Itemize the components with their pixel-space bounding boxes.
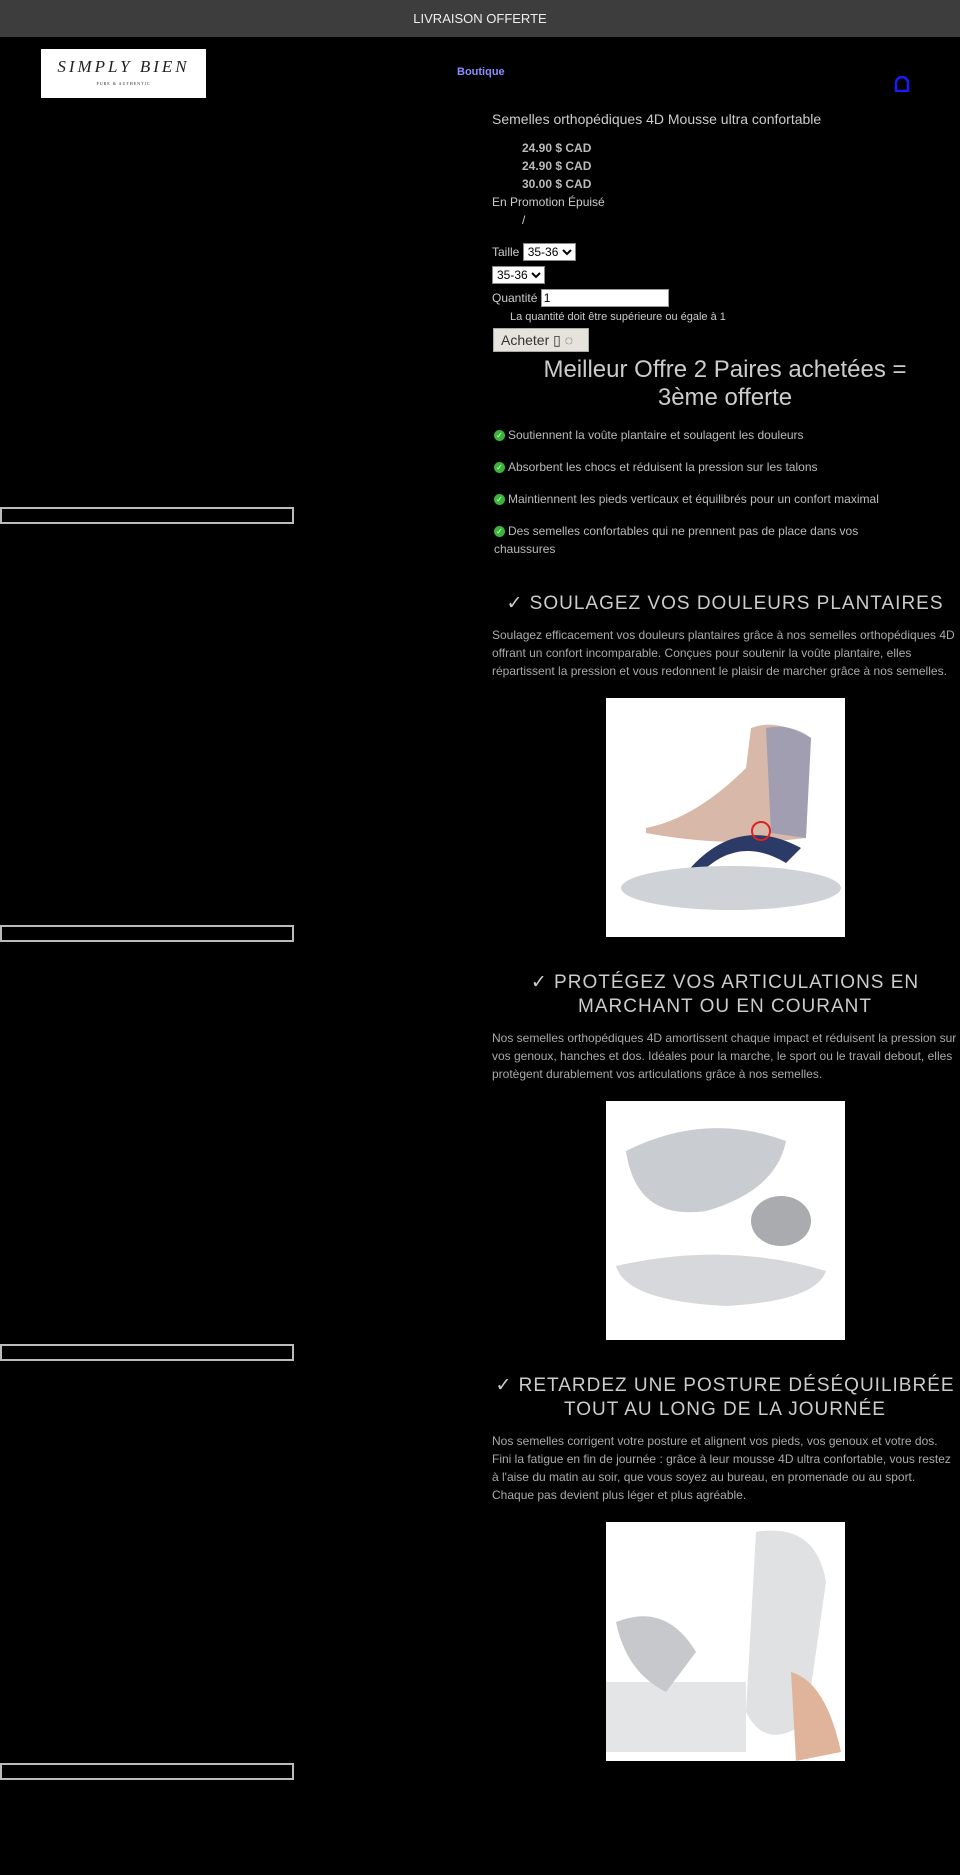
offer-line-1: Meilleur Offre 2 Paires achetées = [543, 356, 907, 383]
section-text: Soulagez efficacement vos douleurs plantaires grâce à nos semelles orthopédiques 4D offrant un confort incomparable. Conçues pour soutenir la voûte plantaire, elles répartissent la pression et vous redonnent le plaisir de marcher grâce à nos semelles. [492, 628, 955, 678]
section-text: Nos semelles corrigent votre posture et alignent vos pieds, vos genoux et votre dos. Fini la fatigue en fin de journée : grâce à leur mousse 4D ultra confortable, vous restez à l'aise du matin au soir, que vous soyez au bureau, en promenade ou au sport. Chaque pas devient plus léger et plus agréable. [492, 1434, 951, 1502]
size-label: Taille [492, 245, 520, 259]
foot-arch-image [606, 698, 845, 937]
section-heading: ✓ SOULAGEZ VOS DOULEURS PLANTAIRES [506, 593, 944, 614]
benefit-item [494, 522, 894, 558]
gallery-placeholder [0, 1344, 294, 1361]
price-current: 24.90 $ CAD [522, 159, 592, 173]
gallery-placeholder [0, 1763, 294, 1780]
spinner-icon: ◌ [564, 331, 574, 348]
buy-label: Acheter [501, 331, 550, 348]
section-heading: ✓ RETARDEZ UNE POSTURE DÉSÉQUILIBRÉE TOUT AU LONG DE LA JOURNÉE [495, 1375, 955, 1420]
gallery-placeholder [0, 925, 294, 942]
benefit-text: Absorbent les chocs et réduisent la pression sur les talons [508, 460, 818, 474]
product-title: Semelles orthopédiques 4D Mousse ultra confortable [492, 111, 822, 127]
announcement-bar [0, 0, 960, 37]
nav-boutique-link[interactable]: Boutique [457, 66, 505, 78]
check-icon: ✓ [494, 462, 505, 473]
logo[interactable] [41, 49, 206, 98]
size-row [492, 243, 576, 261]
home-icon[interactable] [894, 76, 910, 97]
benefit-item [494, 490, 954, 508]
buy-button[interactable] [493, 328, 589, 352]
stock-status: En Promotion Épuisé [492, 195, 605, 209]
unit-separator: / [522, 213, 526, 227]
benefit-text: Des semelles confortables qui ne prennent pas de place dans vos chaussures [494, 524, 859, 556]
insole-stack-image [606, 1522, 845, 1761]
section-heading: ✓ PROTÉGEZ VOS ARTICULATIONS EN MARCHANT OU EN COURANT [530, 972, 920, 1017]
benefit-item [494, 458, 954, 476]
quantity-input[interactable] [541, 289, 669, 307]
offer-line-2: 3ème offerte [657, 384, 793, 411]
check-icon: ✓ [494, 494, 505, 505]
quantity-error: La quantité doit être supérieure ou égale à 1 [510, 311, 726, 323]
quantity-row [492, 289, 669, 307]
check-icon: ✓ [494, 430, 505, 441]
quantity-label: Quantité [492, 291, 538, 305]
logo-title: SIMPLY BIEN [57, 57, 190, 76]
logo-tagline: PURE & AUTHENTIC [96, 81, 151, 86]
product-description [492, 356, 958, 1761]
benefit-text: Maintiennent les pieds verticaux et équilibrés pour un confort maximal [508, 492, 879, 506]
insole-image [606, 1101, 845, 1340]
check-icon: ✓ [494, 526, 505, 537]
section-text: Nos semelles orthopédiques 4D amortissent chaque impact et réduisent la pression sur vos genoux, hanches et dos. Idéales pour la marche, le sport ou le travail debout, elles protègent durablement vos articulations grâce à nos semelles. [492, 1031, 957, 1081]
gallery-placeholder [0, 507, 294, 524]
price-regular: 30.00 $ CAD [522, 177, 592, 191]
price-sale: 24.90 $ CAD [522, 141, 592, 155]
benefit-text: Soutiennent la voûte plantaire et soulagent les douleurs [508, 428, 804, 442]
offer-heading [492, 356, 958, 412]
variant-row [492, 266, 545, 284]
variant-select[interactable] [492, 266, 545, 284]
announcement-text: LIVRAISON OFFERTE [413, 11, 547, 26]
cart-icon: ▯ [553, 331, 561, 348]
benefit-item [494, 426, 954, 444]
size-select[interactable] [523, 243, 576, 261]
